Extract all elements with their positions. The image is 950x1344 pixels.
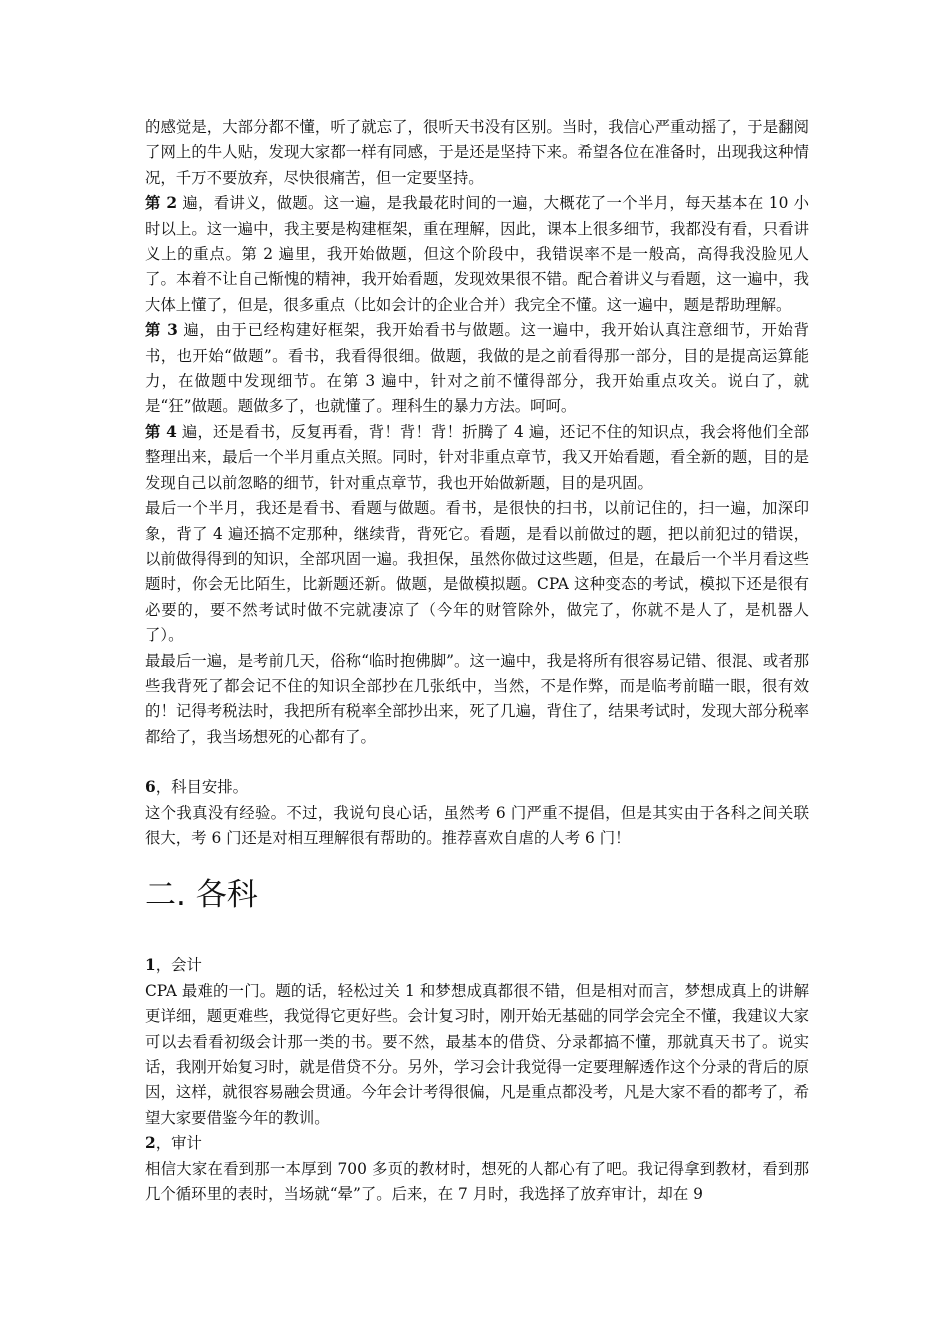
paragraph-final-pass: 最最后一遍，是考前几天，俗称“临时抱佛脚”。这一遍中，我是将所有很容易记错、很混、或者那些我背死了都会记不住的知识全部抄在几张纸中，当然，不是作弊，而是临考前瞄一眼，很有效的！记得考税法时，我把所有税率全部抄出来，死了几遍，背住了，结果考试时，发现大部分税率都给了，我当场想死的心都有了。 bbox=[145, 651, 809, 746]
section-6-heading: 6，科目安排。 bbox=[145, 778, 249, 797]
paragraph-pass-2: 第 2 遍，看讲义，做题。这一遍，是我最花时间的一遍，大概花了一个半月，每天基本在 10 小时以上。这一遍中，我主要是构建框架，重在理解，因此，课本上很多细节，我都没有看，只看讲义上的重点。第 2 遍里，我开始做题，但这个阶段中，我错误率不是一般高，高得我没脸见人了。本着不让自己惭愧的精神，我开始看题，发现效果很不错。配合着讲义与看题，这一遍中，我大体上懂了，但是，很多重点（比如会计的企业合并）我完全不懂。这一遍中，题是帮助理解。 bbox=[145, 194, 809, 314]
paragraph-pass-4: 第 4 遍，还是看书，反复再看，背！背！背！折腾了 4 遍，还记不住的知识点，我会将他们全部整理出来，最后一个半月重点关照。同时，针对非重点章节，我又开始看题，看全新的题，目的是发现自己以前忽略的细节，针对重点章节，我也开始做新题，目的是巩固。 bbox=[145, 422, 809, 492]
section-6-body: 这个我真没有经验。不过，我说句良心话，虽然考 6 门严重不提倡，但是其实由于各科之间关联很大，考 6 门还是对相互理解很有帮助的。推荐喜欢自虐的人考 6 门！ bbox=[145, 803, 809, 847]
section-6 bbox=[145, 775, 809, 851]
subject-heading: 2，审计 bbox=[145, 1134, 202, 1153]
section-title: 二. 各科 bbox=[145, 877, 258, 914]
study-method-paragraphs bbox=[145, 115, 809, 750]
paragraph-pass-3: 第 3 遍，由于已经构建好框架，我开始看书与做题。这一遍中，我开始认真注意细节，开始背书，也开始“做题”。看书，我看得很细。做题，我做的是之前看得那一部分，目的是提高运算能力，在做题中发现细节。在第 3 遍中，针对之前不懂得部分，我开始重点攻关。说白了，就是“狂”做题。题做多了，也就懂了。理科生的暴力方法。呵呵。 bbox=[145, 321, 809, 416]
subject-body: 相信大家在看到那一本厚到 700 多页的教材时，想死的人都心有了吧。我记得拿到教材，看到那几个循环里的表时，当场就“晕”了。后来，在 7 月时，我选择了放弃审计，却在 9 bbox=[145, 1159, 809, 1204]
subject-accounting bbox=[145, 953, 809, 1131]
document-page bbox=[145, 115, 809, 1207]
subject-heading: 1，会计 bbox=[145, 956, 202, 975]
subject-body: CPA 最难的一门。题的话，轻松过关 1 和梦想成真都很不错，但是相对而言，梦想成真上的讲解更详细，题更难些，我觉得它更好些。会计复习时，刚开始无基础的同学会完全不懂，我建议大家可以去看看初级会计那一类的书。要不然，最基本的借贷、分录都搞不懂，那就真天书了。说实话，我刚开始复习时，就是借贷不分。另外，学习会计我觉得一定要理解透作这个分录的背后的原因，这样，就很容易融会贯通。今年会计考得很偏，凡是重点都没考，凡是大家不看的都考了，希望大家要借鉴今年的教训。 bbox=[145, 981, 809, 1127]
paragraph: 的感觉是，大部分都不懂，听了就忘了，很听天书没有区别。当时，我信心严重动摇了，于是翻阅了网上的牛人贴，发现大家都一样有同感，于是还是坚持下来。希望各位在准备时，出现我这种情况，千万不要放弃，尽快很痛苦，但一定要坚持。 bbox=[145, 118, 809, 187]
subject-audit bbox=[145, 1131, 809, 1207]
paragraph-last-month: 最后一个半月，我还是看书、看题与做题。看书，是很快的扫书，以前记住的，扫一遍，加深印象，背了 4 遍还搞不定那种，继续背，背死它。看题，是看以前做过的题，把以前犯过的错误，以前做得得到的知识，全部巩固一遍。我担保，虽然你做过这些题，但是，在最后一个半月看这些题时，你会无比陌生，比新题还新。做题，是做模拟题。CPA 这种变态的考试，模拟下还是很有必要的，要不然考试时做不完就凄凉了（今年的财管除外，做完了，你就不是人了，是机器人了）。 bbox=[145, 499, 809, 645]
